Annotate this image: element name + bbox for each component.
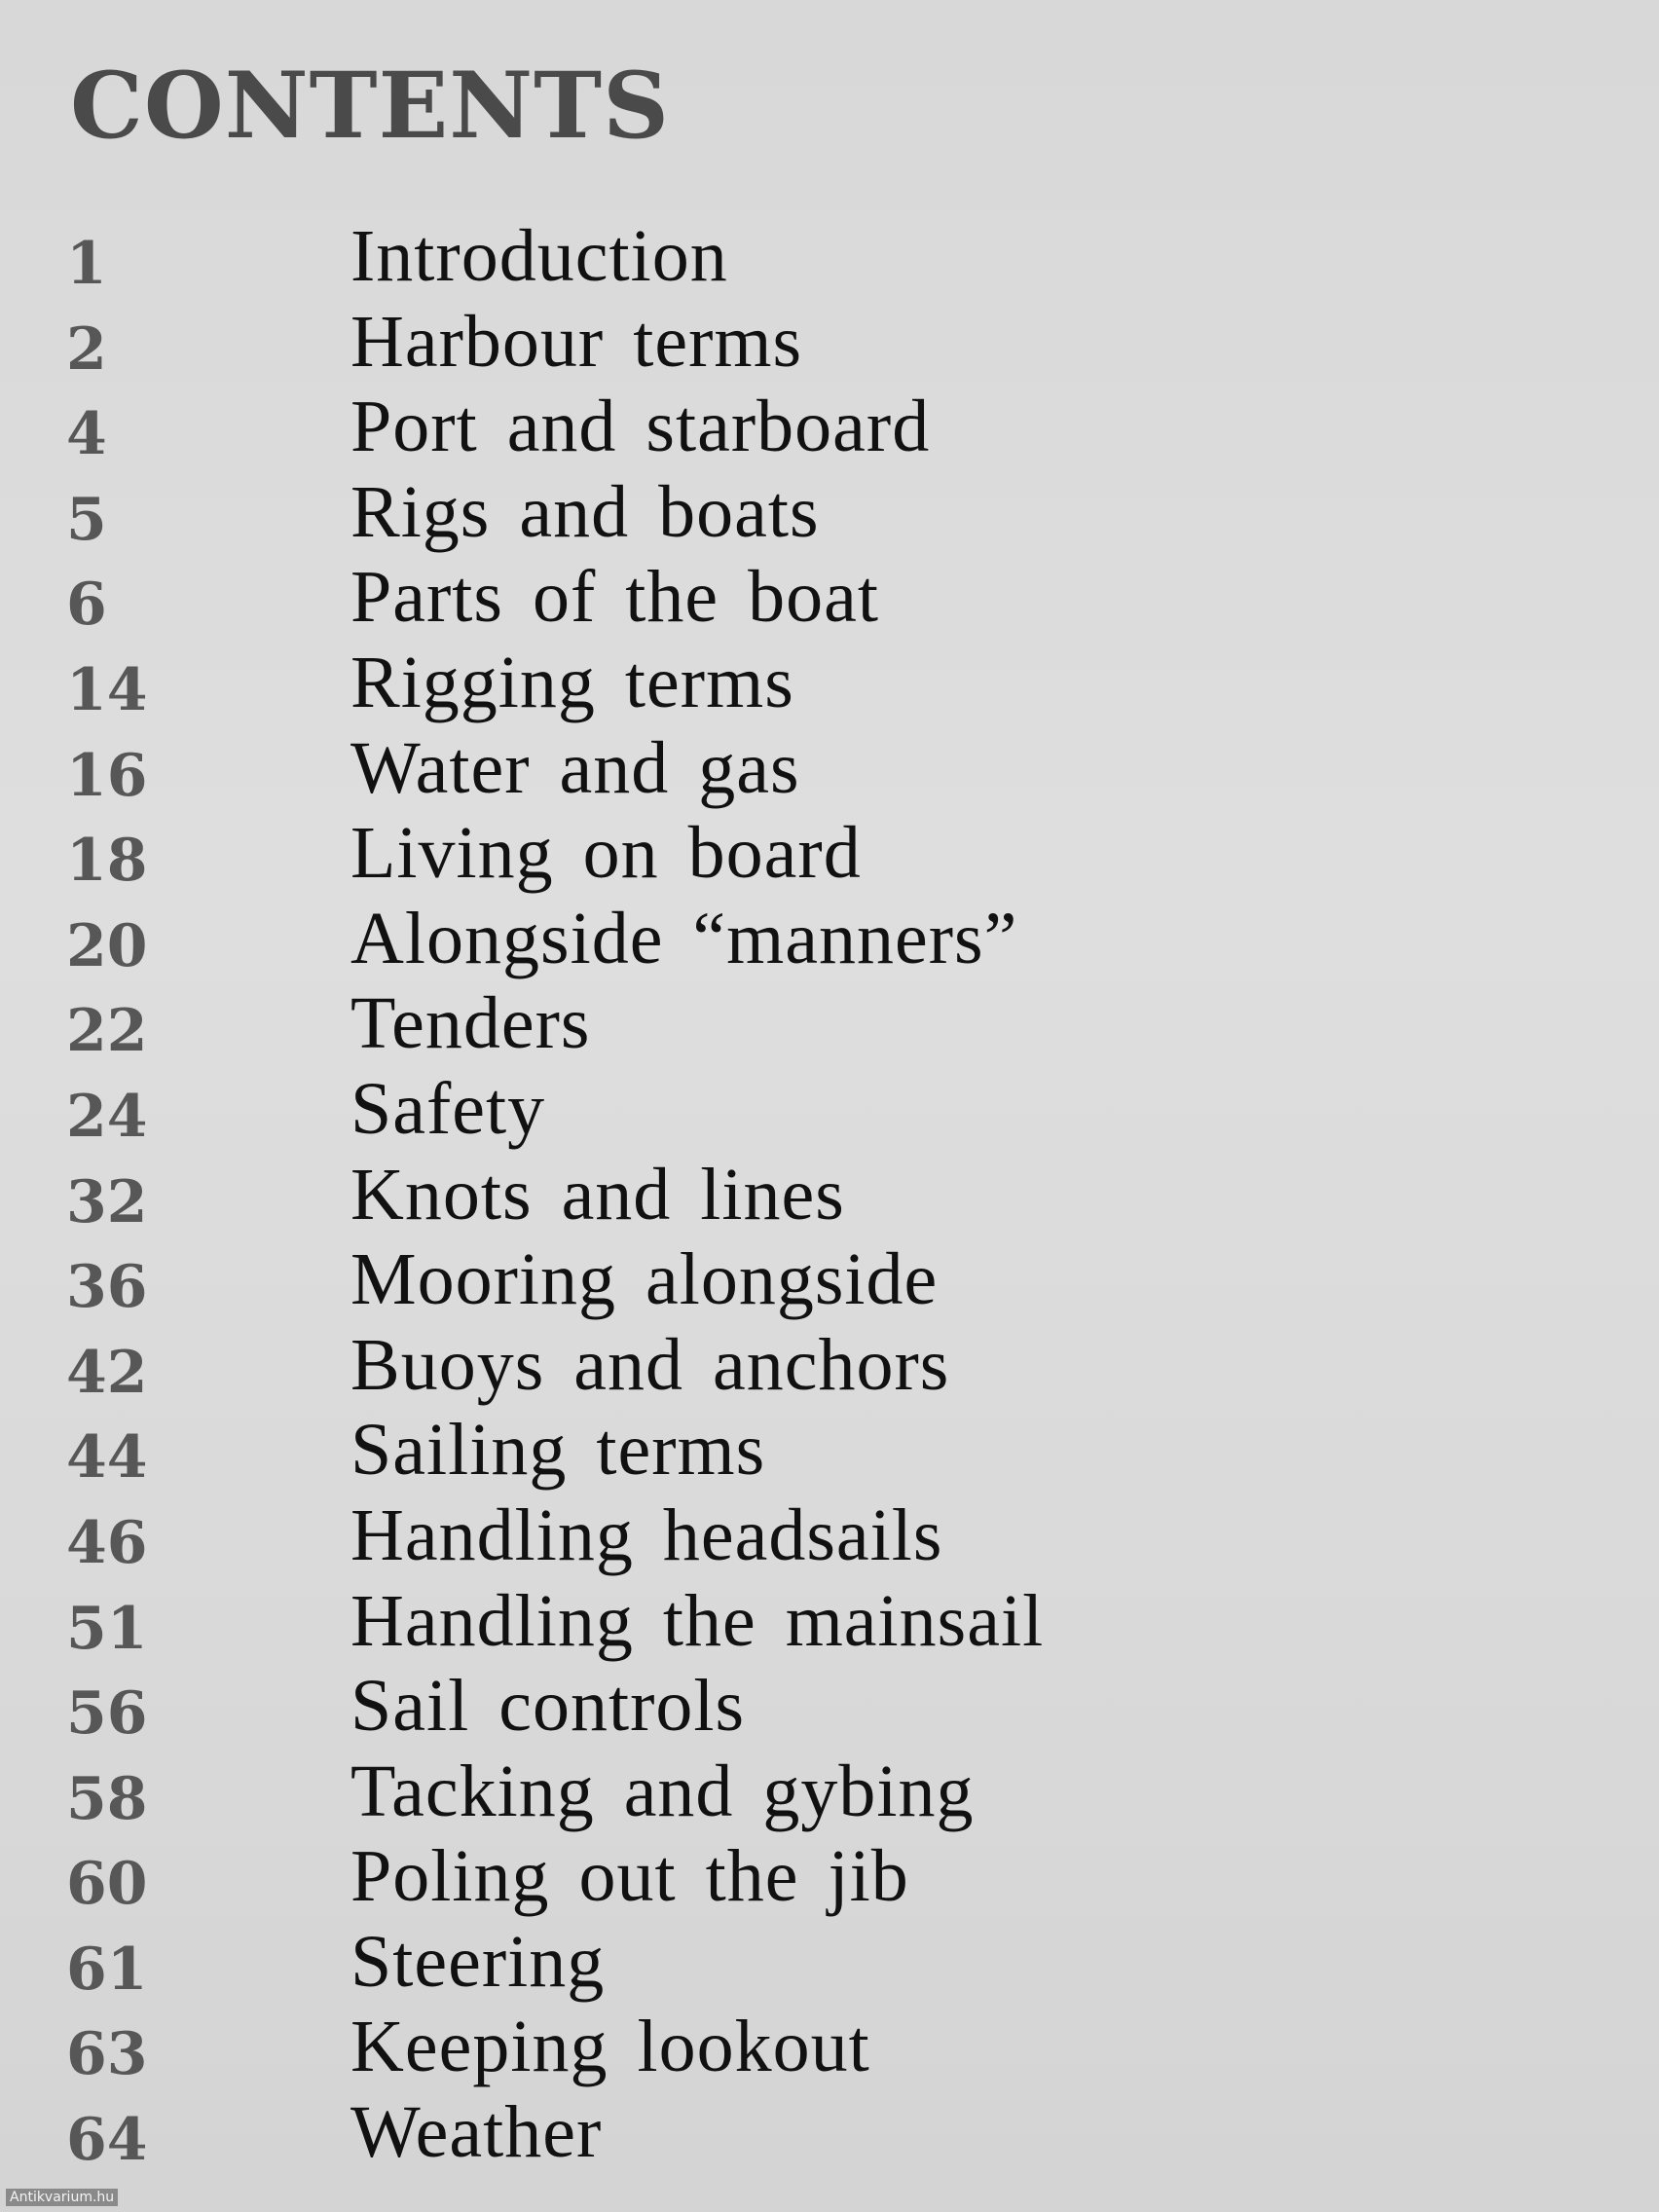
toc-entry-title: Water and gas: [350, 726, 800, 809]
toc-page-number: 60: [66, 1850, 148, 1919]
toc-page-number: 63: [66, 2020, 148, 2089]
toc-entry-title: Rigs and boats: [350, 470, 820, 553]
toc-entry-title: Harbour terms: [350, 300, 803, 383]
toc-page-number: 1: [66, 230, 107, 298]
toc-page-number: 22: [66, 997, 148, 1066]
toc-page-number: 5: [66, 485, 107, 554]
toc-entry: [0, 300, 1659, 390]
toc-entry-title: Sail controls: [350, 1665, 746, 1748]
watermark: Antikvarium.hu: [6, 2189, 118, 2206]
toc-page-number: 64: [66, 2106, 148, 2175]
toc-page-number: 24: [66, 1082, 148, 1151]
toc-entry-title: Introduction: [350, 215, 728, 297]
toc-page-number: 44: [66, 1423, 148, 1493]
table-of-contents: [0, 215, 1659, 2181]
toc-entry: [0, 2091, 1659, 2181]
toc-entry: [0, 897, 1659, 987]
toc-entry-title: Living on board: [350, 812, 862, 895]
toc-entry: [0, 1409, 1659, 1498]
toc-entry: [0, 556, 1659, 645]
toc-page-number: 51: [66, 1594, 148, 1663]
toc-page-number: 16: [66, 741, 148, 810]
toc-entry: [0, 1750, 1659, 1840]
toc-entry-title: Tenders: [350, 982, 591, 1065]
toc-entry-title: Keeping lookout: [350, 2006, 870, 2088]
toc-entry-title: Safety: [350, 1067, 546, 1150]
toc-page-number: 46: [66, 1508, 148, 1577]
toc-entry: [0, 1067, 1659, 1158]
toc-entry-title: Weather: [350, 2091, 603, 2174]
toc-page-number: 18: [66, 827, 148, 896]
toc-entry: [0, 1579, 1659, 1670]
toc-page-number: 36: [66, 1253, 148, 1322]
toc-entry-title: Handling headsails: [350, 1493, 943, 1576]
toc-entry-title: Knots and lines: [350, 1153, 845, 1235]
toc-page-number: 58: [66, 1764, 148, 1833]
toc-entry: [0, 1920, 1659, 2010]
toc-page-number: 56: [66, 1679, 148, 1749]
toc-entry: [0, 1323, 1659, 1414]
toc-page-number: 2: [66, 314, 107, 384]
toc-entry-title: Parts of the boat: [350, 556, 880, 639]
toc-entry-title: Sailing terms: [350, 1409, 766, 1492]
toc-page-number: 42: [66, 1338, 148, 1407]
toc-entry-title: Alongside “manners”: [350, 897, 1018, 979]
toc-page-number: 20: [66, 911, 148, 980]
toc-page-number: 14: [66, 655, 148, 724]
toc-entry: [0, 2006, 1659, 2095]
toc-page-number: 4: [66, 400, 107, 469]
toc-entry-title: Rigging terms: [350, 641, 794, 723]
toc-page-number: 61: [66, 1935, 148, 2004]
toc-page-number: 6: [66, 571, 107, 640]
toc-entry: [0, 1835, 1659, 1925]
toc-entry-title: Buoys and anchors: [350, 1323, 950, 1406]
toc-entry: [0, 215, 1659, 305]
toc-entry-title: Poling out the jib: [350, 1835, 909, 1918]
toc-entry: [0, 726, 1659, 817]
toc-entry-title: Steering: [350, 1920, 606, 2003]
toc-entry: [0, 386, 1659, 475]
toc-entry: [0, 641, 1659, 731]
page-title: CONTENTS: [70, 53, 670, 160]
toc-entry: [0, 470, 1659, 561]
toc-entry-title: Handling the mainsail: [350, 1579, 1045, 1662]
toc-entry-title: Tacking and gybing: [350, 1750, 975, 1832]
toc-entry: [0, 1665, 1659, 1754]
toc-page-number: 32: [66, 1167, 148, 1236]
toc-entry-title: Port and starboard: [350, 386, 931, 468]
toc-entry: [0, 982, 1659, 1072]
toc-entry-title: Mooring alongside: [350, 1238, 939, 1321]
toc-entry: [0, 1493, 1659, 1584]
toc-entry: [0, 1153, 1659, 1243]
toc-entry: [0, 812, 1659, 902]
toc-entry: [0, 1238, 1659, 1328]
